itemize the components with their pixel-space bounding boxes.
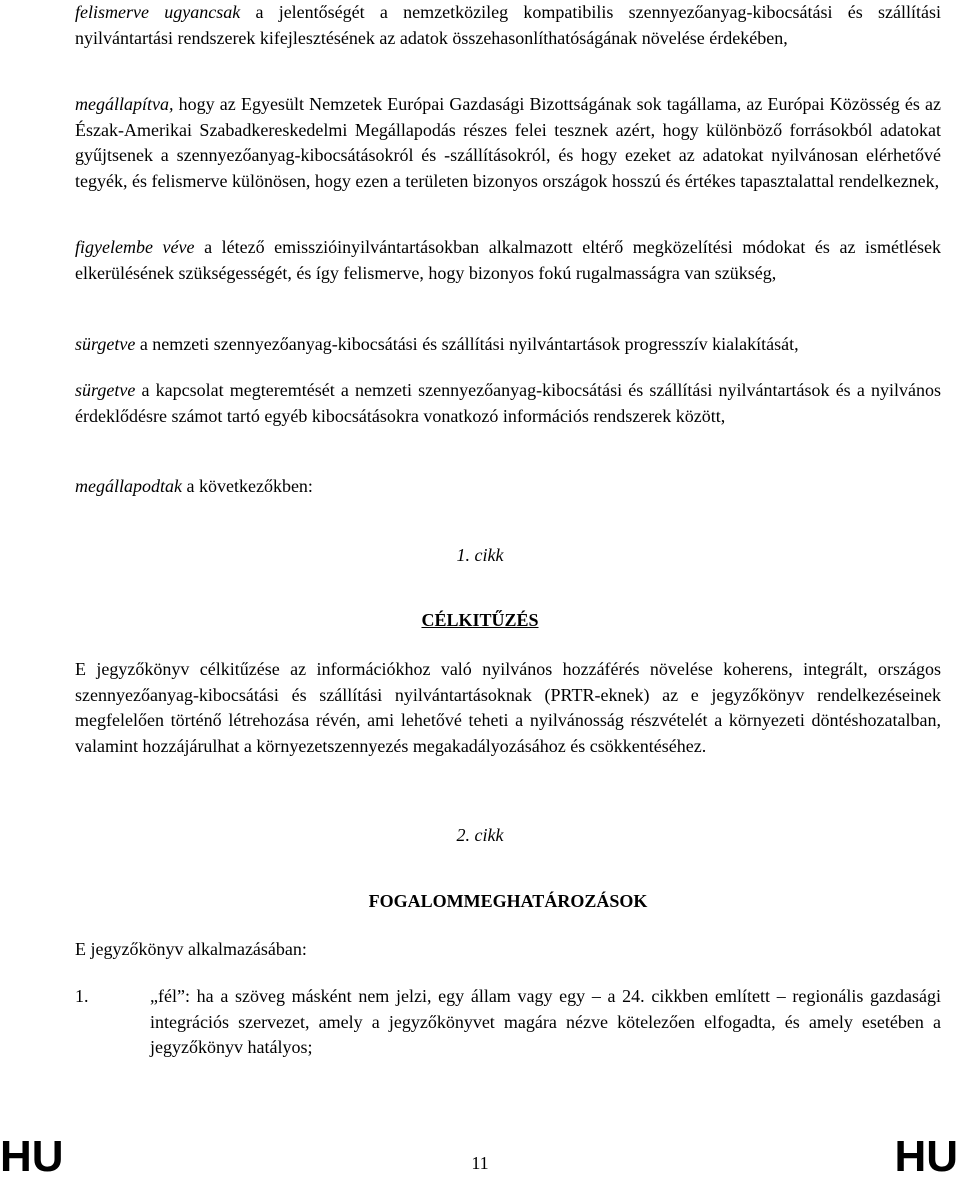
- preamble-paragraph-3: [75, 235, 941, 286]
- preamble-paragraph-4: [75, 332, 941, 358]
- paragraph-lead: figyelembe véve: [75, 237, 195, 257]
- paragraph-text: a jelentőségét a nemzetközileg kompatibilis szennyezőanyag-kibocsátási és szállítási nyilvántartási rendszerek kifejlesztésének az adatok összehasonlíthatóságának növelése érdekében,: [75, 2, 941, 48]
- article-2-number: 2. cikk: [456, 825, 504, 845]
- paragraph-text: a létező emisszióinyilvántartásokban alkalmazott eltérő megközelítési módokat és az ismétlések elkerülésének szükségességét, és így felismerve, hogy bizonyos fokú rugalmasságra van szükség,: [75, 237, 941, 283]
- definition-text: „fél”: ha a szöveg másként nem jelzi, egy állam vagy egy – a 24. cikkben említett – regionális gazdasági integrációs szervezet, amely a jegyzőkönyvet magára nézve kötelezően elfogadta, és amely esetében a jegyzőkönyv hatályos;: [150, 986, 941, 1057]
- paragraph-lead: sürgetve: [75, 380, 136, 400]
- page-number: 11: [471, 1153, 489, 1173]
- paragraph-lead: megállapodtak: [75, 476, 182, 496]
- preamble-paragraph-2: [75, 92, 941, 194]
- preamble-paragraph-5: [75, 378, 941, 429]
- paragraph-text: a nemzeti szennyezőanyag-kibocsátási és szállítási nyilvántartások progresszív kialakítását,: [135, 334, 799, 354]
- article-2-intro: E jegyzőkönyv alkalmazásában:: [75, 939, 307, 959]
- article-1-text: E jegyzőkönyv célkitűzése az információkhoz való nyilvános hozzáférés növelése koherens, integrált, országos szennyezőanyag-kibocsátási és szállítási nyilvántartásoknak (PRTR-eknek) az e jegyzőkönyv rendelkezéseinek megfelelően történő létrehozása révén, ami lehetővé teheti a nyilvánosság részvételét a környezeti döntéshozatalban, valamint hozzájárulhat a környezetszennyezés megakadályozásához és csökkentéséhez.: [75, 659, 941, 756]
- paragraph-text: a következőkben:: [181, 476, 313, 496]
- paragraph-lead: felismerve ugyancsak: [75, 2, 241, 22]
- article-1-number: 1. cikk: [456, 545, 504, 565]
- article-2-title: FOGALOMMEGHATÁROZÁSOK: [368, 891, 648, 911]
- definition-number: 1.: [75, 986, 89, 1006]
- paragraph-text: a kapcsolat megteremtését a nemzeti szennyezőanyag-kibocsátási és szállítási nyilvántartások és a nyilvános érdeklődésre számot tartó egyéb kibocsátásokra vonatkozó információs rendszerek között,: [75, 380, 941, 426]
- article-1-title: CÉLKITŰZÉS: [421, 610, 539, 630]
- paragraph-text: hogy az Egyesült Nemzetek Európai Gazdasági Bizottságának sok tagállama, az Európai Közösség és az Észak-Amerikai Szabadkereskedelmi Megállapodás részes felei tesznek azért, hogy különböző forrásokból adatokat gyűjtsenek a szennyezőanyag-kibocsátásokról és -szállításokról, és hogy ezeket az adatokat nyilvánosan elérhetővé tegyék, és felismerve különösen, hogy ezen a területen bizonyos országok hosszú és értékes tapasztalattal rendelkeznek,: [75, 94, 941, 191]
- paragraph-lead: megállapítva,: [75, 94, 174, 114]
- preamble-paragraph-6: [75, 474, 941, 500]
- footer-language-code-left: HU: [0, 1132, 64, 1181]
- paragraph-lead: sürgetve: [75, 334, 136, 354]
- preamble-paragraph-1: [75, 0, 941, 51]
- footer-language-code-right: HU: [894, 1132, 958, 1181]
